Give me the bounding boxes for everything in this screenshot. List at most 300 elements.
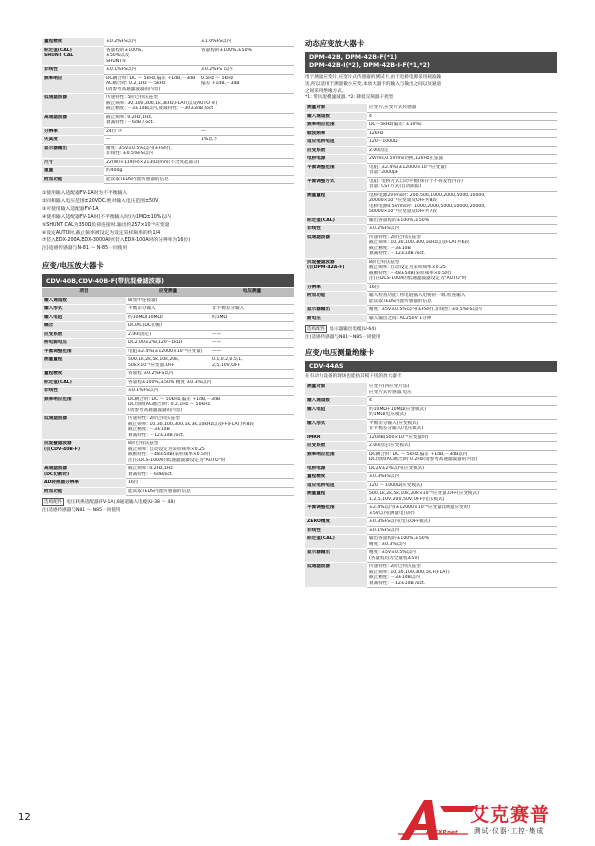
spec-value [367, 442, 557, 451]
dpm-model-line: DPM-42B, DPM-42B-F(*1) [309, 54, 397, 61]
spec-row [305, 112, 557, 121]
cell-line: ±0.2%FS以内 [369, 226, 400, 232]
cell-line: ZERO精度 [307, 519, 331, 525]
cell-line: 频率响应范围 [307, 122, 335, 128]
spec-row [305, 473, 557, 482]
cell-line: 低通滤波器 [307, 234, 330, 240]
spec-label [305, 146, 367, 155]
spec-value [367, 306, 557, 315]
cell-line: (各量程均为全量程±5V) [369, 555, 420, 561]
intro-line: 送,所以适用于测量微小应变,本放大器卡的输入与输出之间以及通道 [305, 81, 442, 87]
spec-row [305, 450, 557, 464]
spec-row [305, 464, 557, 473]
cell-line: 电桥电源 [307, 156, 326, 162]
cell-line: 载波频率 [307, 130, 326, 136]
cell-line: 1,2,5,10V,20V,50V,OFF(电压模式) [369, 496, 445, 502]
cell-line: ±0.1%FS以内 [106, 67, 137, 72]
cell-line: 输入通道数 [44, 297, 67, 303]
spec-row [305, 216, 557, 225]
cell-line: DC～5kHz(偏差: ±10%) [369, 122, 422, 128]
spec-label [305, 104, 367, 112]
spec-value [104, 167, 294, 176]
cell-line: 电桥电源0.5Vrms时: 1000,2000,5000,10000,20000, [369, 203, 486, 209]
dpm-spec-table [305, 104, 557, 323]
spec-value [367, 535, 557, 549]
cell-line: (仅CDV-40B-F) [44, 446, 81, 452]
spec-row [42, 127, 294, 136]
spec-value [367, 104, 557, 112]
spec-row [305, 405, 557, 419]
cell-line: 非线性 [44, 67, 58, 72]
spec-row [305, 419, 557, 433]
cell-line: 截止频率: 10,30,100,300,1kHz以及FLAT共6段 [369, 240, 470, 246]
cell-line: 衰减特性: －12±1dB /oct. [369, 580, 426, 586]
cell-line: 尺寸 [44, 159, 54, 165]
dpm-model-bar [305, 52, 557, 73]
spec-value [210, 347, 294, 356]
cell-line: DC切断(AC耦合)时: 0.2,1Hz ～ 50kHz [128, 402, 211, 408]
spec-label [305, 490, 367, 504]
header-item: 项目 [42, 288, 126, 296]
dpm-intro [305, 75, 557, 103]
spec-row [42, 296, 294, 305]
cell-line: 截断特性: －48±5dB(采样频率×0.5时) [369, 270, 452, 276]
spec-label [305, 473, 367, 482]
intro-line: 用于测量应变片,应变片式传感器的测试卡,由于电桥电源采用载波输 [305, 74, 442, 80]
cell-line: 分辨率 [307, 284, 321, 290]
logo-slogan: 测试·仪器·工控·集成 [474, 827, 545, 835]
spec-value [104, 66, 199, 75]
spec-label [42, 356, 126, 370]
spec-label [305, 397, 367, 406]
cell-line: 截止频率: 自动设定为采样频率×0.25 [128, 446, 205, 452]
spec-label [42, 46, 104, 66]
spec-label [42, 440, 126, 465]
cell-line: 输入检查功能: 将电阻插入电桥的一端,检查输入 [369, 293, 466, 299]
cell-line: ±5V以内(测量电压时) [369, 510, 415, 516]
spec-value [367, 129, 557, 138]
cell-line: 输出各量程的±100%,±50% [369, 217, 430, 223]
cdv44-model-bar: CDV-44AS [305, 361, 557, 372]
cell-line: 0.1,0.2,0.5,1, [212, 357, 243, 363]
cell-line: 截止频率: 0.2Hz,1Hz [128, 466, 173, 472]
cell-line: 截止频率: 10,30,100,300,1k,F(FLAT) [369, 569, 450, 575]
spec-label [42, 395, 126, 415]
cell-line: 22(W)×119(H)×213(D)mm(不含突起部分) [106, 159, 200, 165]
top-spec-table [42, 38, 294, 184]
spec-row [42, 74, 294, 94]
cell-line: 电阻: 电桥方式自动平衡(保存于不挥发性内存) [369, 178, 463, 184]
spec-value [367, 121, 557, 130]
cell-line: —— [212, 331, 222, 337]
spec-row [42, 487, 294, 496]
spec-value [126, 347, 210, 356]
cell-line: 2,5,10V,OFF [212, 362, 241, 368]
spec-value [210, 339, 294, 348]
spec-row [305, 383, 557, 397]
spec-label [42, 347, 126, 356]
footnote-line: ④使用输入适配器FV-1A时(不平衡输入时)为1MΩ±10%以内 [42, 214, 171, 220]
cell-line: 截止频率: 30,100,300,1k,3kHz,FLAT(以及AUTO ⑥) [106, 100, 218, 106]
cell-line: 输入通道数 [307, 113, 330, 119]
spec-label [305, 258, 367, 283]
cell-line: ±2.4%以内(±12000×10⁻⁶应变量)(测量应变时) [369, 505, 471, 511]
cell-line: 显示器输出 [307, 307, 330, 313]
spec-value [210, 330, 294, 339]
cell-line: 附加功能 [307, 293, 326, 299]
cell-line: 精度: ±0.3%以内 [369, 541, 406, 547]
spec-label [305, 233, 367, 258]
spec-label [42, 127, 104, 136]
cell-line: 耐电压 [307, 315, 321, 321]
spec-value [199, 127, 294, 136]
spec-row [305, 526, 557, 535]
footnote-line: 注)适感传感器与N-81 ～ N-85一同使用 [42, 246, 128, 252]
cell-line: 8(集中连接器) [128, 297, 158, 303]
spec-label [42, 479, 126, 488]
spec-value [367, 473, 557, 482]
cell-line: 测量对象 [307, 384, 326, 390]
cell-line: 注)在DCS-100A的低通滤波器设定为"AUTO"时 [369, 276, 467, 282]
cell-line: 量程精度 [44, 371, 63, 377]
cell-line: 16位 [128, 480, 139, 486]
spec-label [305, 504, 367, 518]
spec-value [367, 258, 557, 283]
cell-line: ±0.1%FS以内 [369, 527, 400, 533]
spec-label [305, 138, 367, 147]
spec-label [42, 305, 126, 314]
spec-row [305, 504, 557, 518]
cell-line: DC/AC(DC切断) [128, 323, 163, 329]
spec-label [305, 283, 367, 292]
spec-row [42, 313, 294, 322]
left-column [42, 38, 294, 513]
spec-value [199, 38, 294, 46]
spec-value [126, 339, 210, 348]
spec-label [42, 322, 126, 331]
cell-line: 截止精度: －3±1dB [128, 427, 170, 433]
spec-value [210, 313, 294, 322]
spec-label [42, 74, 104, 94]
spec-label [305, 129, 367, 138]
cell-line: 低通滤波器 [44, 416, 67, 422]
spec-row [42, 330, 294, 339]
spec-row [42, 136, 294, 145]
spec-label [305, 433, 367, 442]
spec-value [367, 163, 557, 177]
spec-label [42, 94, 104, 114]
cell-line: 精度: ±5V±0.5%以内(±FS时),非线性: ±0.5%FS以内 [369, 307, 482, 313]
cell-line: 120～1000Ω [369, 139, 398, 145]
cell-line: 衰减特性: －6dB/oct. [128, 471, 174, 477]
spec-value [126, 330, 210, 339]
cell-line: 传递特性: 2阶巴特沃兹型 [369, 234, 421, 240]
spec-value [367, 526, 557, 535]
spec-value [367, 233, 557, 258]
spec-value [104, 46, 199, 66]
spec-label [305, 314, 367, 323]
cell-line: 测量对象 [307, 105, 326, 111]
cell-line: 耦合 [44, 323, 54, 329]
cell-line: 非平衡差分输入(电压模式) [369, 426, 424, 432]
cell-line: 截止频率: 自动设定为采样频率×0.25 [369, 265, 446, 271]
spec-label [305, 383, 367, 397]
spec-value [104, 113, 294, 127]
spec-row [305, 442, 557, 451]
spec-label [305, 177, 367, 191]
spec-value [367, 518, 557, 527]
cell-line: ±0.1%FS以内 [128, 388, 159, 394]
spec-value [126, 387, 294, 396]
cell-line: 各量程±100%,±50% 精度 ±0.3%以内 [128, 379, 212, 385]
spec-label [305, 225, 367, 234]
spec-value [126, 378, 294, 387]
spec-row [42, 305, 294, 314]
spec-label [305, 163, 367, 177]
footnote-line: ②同相输入电压范围±20VDC,绝对输入电压范围±50V [42, 198, 159, 204]
cell-line: 1%以下 [201, 137, 218, 142]
spec-row [305, 433, 557, 442]
spec-row [42, 387, 294, 396]
cell-line: 非线性 [307, 226, 321, 232]
footnotes [42, 190, 294, 253]
spec-value [367, 504, 557, 518]
cell-line: 输入输出之间: AC250V 1分钟 [369, 315, 432, 321]
spec-row [305, 292, 557, 306]
option-tag: 选购配件 [44, 500, 63, 506]
spec-row [305, 163, 557, 177]
spec-row [305, 155, 557, 164]
cell-line: (DC切断时) [44, 471, 70, 477]
spec-row [42, 440, 294, 465]
cell-line: 截止频率: 10,30,100,300,1k,3k,10kHz以及FF(FLAT)共8段 [128, 421, 254, 427]
spec-row [305, 104, 557, 112]
cell-line: 桥电源电压 [44, 340, 67, 346]
spec-row [42, 370, 294, 379]
cell-line: 应变片,应变片式传感器 [369, 105, 417, 111]
cell-line: 非线性 [44, 388, 58, 394]
cell-line: 频率响应范围 [44, 396, 72, 402]
cell-line: 分辨率 [44, 128, 58, 134]
spec-value [126, 440, 294, 465]
cell-line: 约400g [106, 168, 123, 173]
spec-value [104, 175, 294, 184]
spec-value [126, 305, 210, 314]
footnote-line: ①使用输入适配器FV-1A时为不平衡输入 [42, 191, 128, 196]
spec-value [367, 314, 557, 323]
spec-label [42, 296, 126, 305]
cell-line: 附加功能 [44, 176, 63, 182]
cell-line: 精度: ±5V±0.5%以内 [369, 550, 416, 556]
spec-label [305, 292, 367, 306]
cell-line: —— [212, 348, 222, 354]
spec-label [305, 216, 367, 225]
cdv44-intro [305, 374, 557, 381]
cell-line: 2Vrms,0.5Vrms切换,12kHz正弦波 [369, 156, 444, 162]
cdv-options [42, 498, 294, 506]
spec-value [210, 305, 294, 314]
spec-label [305, 563, 367, 588]
spec-value [367, 138, 557, 147]
cell-line: ±0.3%FS以内(电压OFF模式) [369, 519, 431, 525]
spec-label [305, 112, 367, 121]
spec-value [367, 155, 557, 164]
spec-value [126, 370, 294, 379]
footnote-line: ⑦装入EDX-200A,EDX-3000A时(装入EDX-100A时的分辨率为16位) [42, 238, 191, 244]
option-text: 显示器输出电缆(U-64) [329, 327, 376, 333]
cell-line: ±0.3%FS以内 [369, 474, 400, 480]
header-strain: 应变测量 [126, 288, 210, 296]
spec-value [367, 112, 557, 121]
option-text: 电压转换适配器(FV-1A),8通道输入电缆(U-38 ～ 48) [66, 500, 176, 506]
spec-label [42, 415, 126, 440]
cell-line: 4 [369, 113, 372, 119]
cell-line: 平衡调整范围 [307, 164, 335, 170]
spec-label [305, 450, 367, 464]
cell-line: 50000×10⁻⁶应变量及OFF共7段 [369, 209, 437, 215]
cell-line: 非线性: ±0.5%FS以内 [106, 151, 153, 156]
page-number: 12 [18, 812, 31, 823]
cell-line: DC2V±2%以内(应变模式) [369, 465, 425, 471]
spec-row [42, 378, 294, 387]
cell-line: 注)在DCS-100A的低通滤波器设定为"AUTO"时 [128, 457, 226, 463]
cell-line: 适应电桥电阻 [307, 139, 335, 145]
cell-line: 频率响应 [44, 75, 63, 81]
cell-line: —— [212, 340, 222, 346]
cell-line: 偏差 +1dB,－3dB [201, 81, 240, 86]
cell-line: 8阶巴特沃兹型 [369, 259, 400, 265]
cell-line: 电阻: ±2.4%(±12000×10⁻⁶应变量) [369, 164, 447, 170]
cdv44-section-title: 应变/电压测量绝缘卡 [305, 348, 375, 358]
spec-row [42, 144, 294, 158]
spec-row [305, 549, 557, 563]
spec-value [367, 490, 557, 504]
spec-row [42, 347, 294, 356]
cell-line: 应变片(四应变片法) [369, 384, 410, 390]
spec-label [305, 306, 367, 315]
footnote-line: ⑥设定AUTO时,截止频率被设定为设定采样频率的约1/4 [42, 230, 161, 236]
spec-label [42, 370, 126, 379]
spec-row [42, 158, 294, 167]
cell-line: 输入电阻 [307, 406, 326, 412]
footnote-line: ③可使用输入适配器FV-1A [42, 206, 99, 212]
spec-value [367, 383, 557, 397]
cell-line: 抗混叠滤波器 [44, 441, 72, 447]
cell-line: 失真度 [44, 137, 58, 142]
spec-row [305, 518, 557, 527]
cell-line: 120 ～ 1000Ω(应变模式) [369, 482, 423, 488]
cell-line: 输入形式 [44, 306, 63, 312]
cell-line: 能读取TEDS内置传感器的信息 [106, 176, 169, 182]
cell-line: DC耦合时: DC ～ 5kHz,偏差 +1dB,－3dB [106, 75, 196, 81]
spec-row [305, 283, 557, 292]
spec-label [305, 442, 367, 451]
spec-row [305, 121, 557, 130]
cell-line: (请参考高通滤波器的内容) [106, 86, 161, 92]
dpm-note: 注)适感传感器与N81～N85一同使用 [305, 335, 381, 341]
cell-line: 50k×10⁻⁶应变量,OFF [128, 362, 175, 368]
spec-value [367, 177, 557, 191]
spec-value [126, 479, 294, 488]
cell-line: 截止频率: 0.2Hz,1Hz, [106, 114, 153, 120]
spec-value [199, 74, 294, 94]
cell-line: 传递特性: 2阶巴特沃兹型 [128, 416, 180, 422]
spec-value [367, 481, 557, 490]
spec-value [126, 465, 294, 479]
footnote-line: ⑤SHUNT CAL为350Ω负荷连接时,输出约257×10⁻⁶应变量 [42, 222, 170, 228]
spec-row [305, 177, 557, 191]
spec-label [305, 419, 367, 433]
spec-value [126, 415, 294, 440]
cell-line: 0.5Hz ～ 5kHz [201, 75, 234, 81]
spec-value [126, 296, 294, 305]
cell-line: 截止精度: －3±1dB以内 [369, 575, 420, 581]
cell-line: 标定值(CAL) [307, 536, 335, 542]
cdv-header-row [42, 288, 294, 296]
cell-line: 输入通道数 [307, 398, 330, 404]
cell-line: DC2.00±2%(120～1kΩ) [128, 340, 183, 346]
brand-logo [398, 796, 593, 842]
spec-row [42, 465, 294, 479]
spec-row [42, 415, 294, 440]
spec-label [305, 405, 367, 419]
cdv44-spec-table [305, 383, 557, 588]
cell-line: 8阶巴特沃兹型 [128, 441, 159, 447]
spec-row [305, 563, 557, 588]
spec-value [210, 356, 294, 370]
spec-label [305, 191, 367, 216]
spec-row [305, 535, 557, 549]
logo-brand-text: 艾克赛普 [470, 804, 551, 826]
cell-line: 约10MΩ+10MΩ(应变模式) [369, 406, 427, 412]
cell-line: 频率响应范围 [307, 451, 335, 457]
spec-value [199, 136, 294, 145]
spec-row [42, 356, 294, 370]
cell-line: AD转换器分辨率 [44, 480, 79, 486]
cell-line: 容量: 2000pF [369, 170, 399, 176]
cdv-spec-table [42, 288, 294, 496]
cell-line: ±0.2%FS以内 [106, 39, 137, 44]
spec-row [42, 167, 294, 176]
spec-value [367, 225, 557, 234]
cell-line: 衰减特性: －12±1dB /oct. [369, 251, 426, 257]
cell-line: 平衡调整范围 [307, 505, 335, 511]
cell-line: 测量量程 [307, 192, 326, 198]
spec-value [126, 313, 210, 322]
spec-value [367, 419, 557, 433]
cell-line: 平衡差分输入(应变模式) [369, 420, 419, 426]
cell-line: 能读取TEDS内置传感器的信息 [369, 298, 432, 304]
cell-line: 容量: CST方式(自动跟踪) [369, 184, 422, 190]
spec-value [104, 158, 294, 167]
cell-line: 衰减特性: －6dB / oct. [106, 120, 155, 125]
cell-line: 120dB(500×10⁻⁶应变量时) [369, 434, 429, 440]
cell-line: 应变系数 [44, 331, 63, 337]
cell-line: 2.00固定(应变模式) [369, 443, 411, 449]
cell-line: 4 [369, 398, 372, 404]
spec-value [367, 146, 557, 155]
cell-line: 非平衡差分输入 [212, 306, 245, 312]
cell-line: 500,1k,2k,5k,10k,20k, [128, 357, 180, 363]
cell-line: 标定值(CAL) [44, 47, 72, 53]
spec-row [305, 306, 557, 315]
cell-line: 传递特性: 2阶巴特沃兹型 [369, 564, 421, 570]
cell-line: 应变片式传感器,电压 [369, 389, 412, 395]
option-tag: 选购配件 [307, 327, 326, 333]
cell-line: ±50%以及 [106, 53, 130, 58]
spec-label [42, 487, 126, 496]
spec-label [42, 38, 104, 46]
